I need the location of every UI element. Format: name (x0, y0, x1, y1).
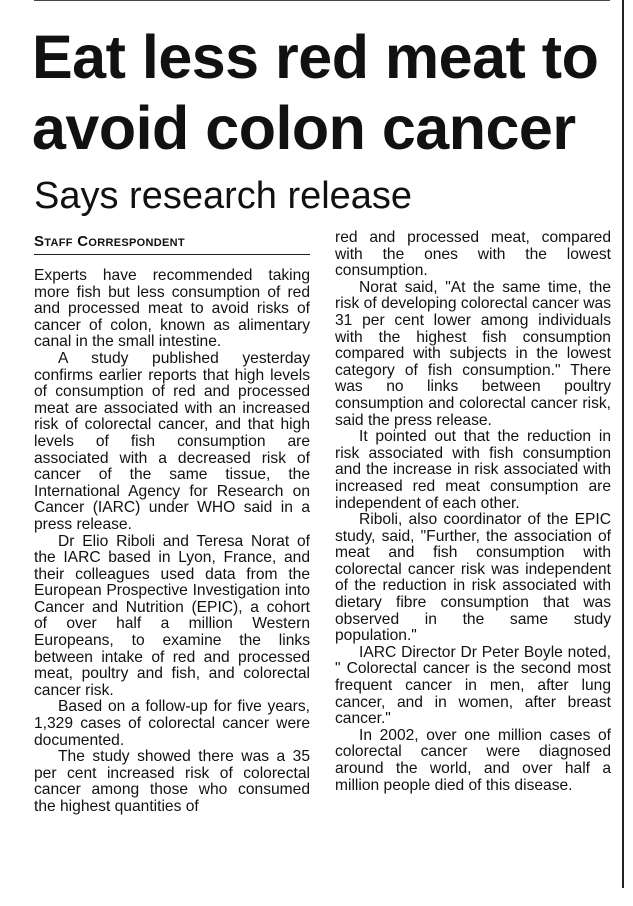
subheadline: Says research release (34, 175, 413, 217)
paragraph: Based on a follow-up for five years, 1,329 cases of colorectal cancer were documented. (34, 698, 310, 749)
paragraph: red and processed meat, compared with the ones with the lowest consumption. (335, 229, 611, 280)
column-edge-rule (622, 0, 624, 888)
paragraph: Norat said, "At the same time, the risk of developing colorectal cancer was 31 per cent lower among individuals with the highest fish consumption compared with subjects in the lowest category of fish consumption." There was no links between poultry consumption and colorectal cancer risk, said the press release. (335, 278, 611, 429)
paragraph: It pointed out that the reduction in risk associated with fish consumption and the increase in risk associated with increased red meat consumption are independent of each other. (335, 428, 611, 512)
right-column (335, 230, 611, 794)
paragraph: Experts have recommended taking more fish but less consumption of red and processed meat to avoid risks of cancer of colon, known as alimentary canal in the small intestine. (34, 267, 310, 351)
paragraph: Riboli, also coordinator of the EPIC study, said, "Further, the association of meat and fish consumption with colorectal cancer risk was independent of the reduction in risk associated with dietary fibre consumption that was observed in the same study population." (335, 511, 611, 645)
paragraph: In 2002, over one million cases of colorectal cancer were diagnosed around the world, and over half a million people died of this disease. (335, 726, 611, 794)
paragraph: IARC Director Dr Peter Boyle noted, " Colorectal cancer is the second most frequent cancer in men, after lung cancer, and in women, after breast cancer." (335, 643, 611, 728)
top-rule (34, 0, 610, 1)
left-column (34, 230, 310, 816)
paragraph: Dr Elio Riboli and Teresa Norat of the IARC based in Lyon, France, and their colleagues used data from the European Prospective Investigation into Cancer and Nutrition (EPIC), a cohort of over half a million Western Europeans, to examine the links between intake of red and processed meat, poultry and fish, and colorectal cancer risk. (34, 532, 310, 699)
byline-text: Staff Correspondent (34, 233, 185, 250)
paragraph: The study showed there was a 35 per cent increased risk of colorectal cancer among those who consumed the highest quantities of (34, 748, 310, 815)
byline (34, 232, 310, 255)
headline: Eat less red meat to avoid colon cancer (32, 23, 599, 162)
paragraph: A study published yesterday confirms earlier reports that high levels of consumption of red and processed meat are associated with an increased risk of colorectal cancer, and that high levels of fish consumption are associated with a decreased risk of cancer of the same tissue, the International Agency for Research on Cancer (IARC) under WHO said in a press release. (34, 349, 310, 533)
